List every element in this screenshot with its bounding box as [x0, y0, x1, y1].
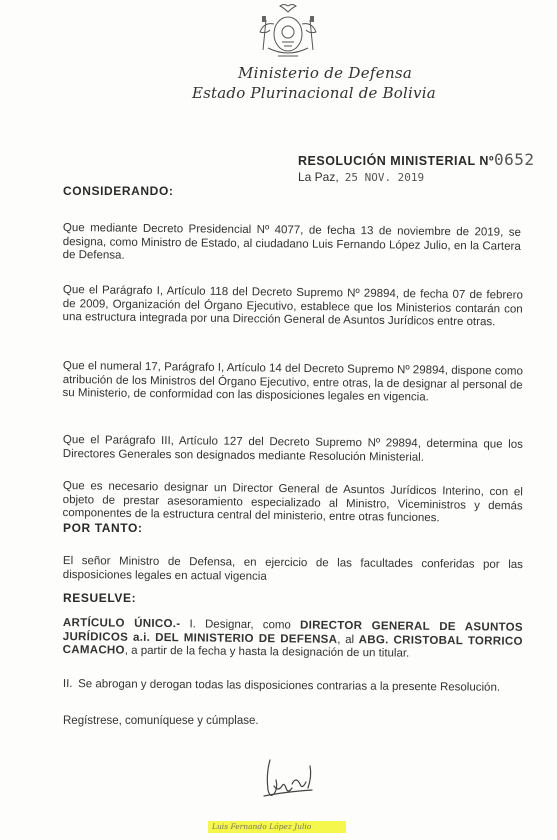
paragraph-considerando-3: Que el numeral 17, Parágrafo I, Artículo 14 del Decreto Supremo Nº 29894, dispone como atribución de los Ministros del Órgano Ejecutivo, entre otras, la de designar al personal de su Ministerio, de conformidad con las disposiciones legales en vigencia. [62, 360, 523, 404]
handwritten-signature [250, 752, 330, 812]
resolution-number: 0652 [494, 150, 535, 169]
article-part2-num: II. [62, 678, 73, 691]
article-part1-c: , a partir de la fecha y hasta la designación de un titular. [124, 644, 410, 660]
heading-por-tanto: POR TANTO: [63, 521, 143, 535]
paragraph-considerando-5: Que es necesario designar un Director General de Asuntos Jurídicos Interino, con el objeto de prestar asesoramiento especializado al Ministro, Viceministros y demás componentes de la estructura central del ministerio, entre otras funciones. [62, 480, 523, 525]
article-part1-b: , al [337, 633, 355, 646]
closing-formula: Regístrese, comuníquese y cúmplase. [63, 715, 259, 727]
paragraph-considerando-4: Que el Parágrafo III, Artículo 127 del Decreto Supremo Nº 29894, determina que los Directores Generales son designados mediante Resolución Ministerial. [62, 434, 523, 464]
article-unico [63, 617, 523, 663]
article-part2-text: Se abrogan y derogan todas las disposiciones contrarias a la presente Resolución. [78, 678, 501, 694]
article-label: ARTÍCULO ÚNICO.- [62, 617, 181, 631]
paragraph-considerando-2: Que el Parágrafo I, Artículo 118 del Decreto Supremo Nº 29894, de fecha 07 de febrero de 2009, Organización del Órgano Ejecutivo, establece que los Ministerios contarán con una estructura integrada por una Dirección General de Asuntos Jurídicos entre otras. [62, 284, 523, 329]
resolution-date: 25 NOV. 2019 [344, 171, 425, 184]
paragraph-por-tanto: El señor Ministro de Defensa, en ejercicio de las facultades conferidas por las disposiciones legales en actual vigencia [62, 555, 523, 583]
resolution-place-date [298, 170, 424, 184]
resolution-title-label: RESOLUCIÓN MINISTERIAL Nº [298, 154, 495, 168]
signatory-name: Luis Fernando López Julio [212, 822, 312, 831]
coat-of-arms-seal [256, 2, 320, 64]
article-part1-num: I. [189, 618, 196, 631]
article-part1-a: Designar, como [204, 618, 291, 632]
article-part2 [63, 678, 523, 696]
paragraph-considerando-1: Que mediante Decreto Presidencial Nº 4077, de fecha 13 de noviembre de 2019, se designa, como Ministro de Estado, al ciudadano Luis Fernando López Julio, en la Cartera de Defensa. [62, 222, 521, 262]
article-appointee-name: ABG. CRISTOBAL TORRICO CAMACHO [62, 633, 523, 657]
article-position: DIRECTOR GENERAL DE ASUNTOS JURÍDICOS a.i. DEL MINISTERIO DE DEFENSA [62, 619, 523, 646]
heading-considerando: CONSIDERANDO: [63, 184, 174, 198]
state-name: Estado Plurinacional de Bolivia [192, 84, 436, 102]
heading-resuelve: RESUELVE: [63, 591, 137, 605]
ministry-name: Ministerio de Defensa [238, 64, 413, 82]
resolution-title [298, 150, 535, 169]
resolution-place: La Paz, [298, 170, 339, 184]
